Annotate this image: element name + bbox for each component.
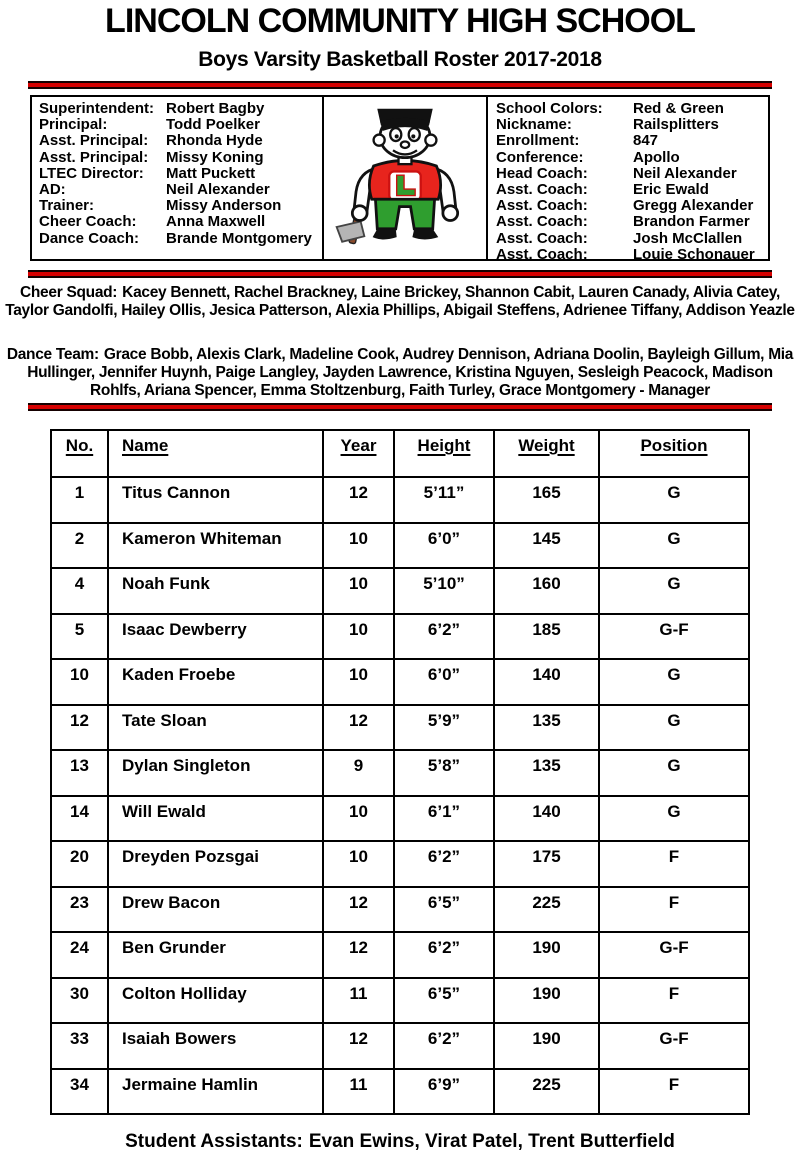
player-weight: 225: [494, 1069, 599, 1115]
player-name: Dreyden Pozsgai: [108, 841, 323, 887]
info-value: Apollo: [633, 148, 680, 166]
school-info-box: [30, 95, 770, 261]
info-value: Missy Anderson: [166, 197, 282, 215]
player-year: 9: [323, 750, 394, 796]
staff-info-row: [39, 117, 322, 133]
player-height: 6’1”: [394, 796, 494, 842]
info-value: Red & Green: [633, 100, 724, 117]
player-number: 2: [51, 523, 108, 569]
team-info-row: [496, 101, 768, 117]
player-number: 10: [51, 659, 108, 705]
team-info-row: [496, 166, 768, 182]
team-info-row: [496, 182, 768, 198]
player-number: 34: [51, 1069, 108, 1115]
player-year: 10: [323, 659, 394, 705]
dance-team-paragraph: [5, 346, 795, 400]
player-year: 10: [323, 568, 394, 614]
player-height: 5’9”: [394, 705, 494, 751]
roster-row: [51, 932, 749, 978]
info-value: Josh McClallen: [633, 229, 743, 247]
info-value: Neil Alexander: [166, 181, 270, 199]
info-label: School Colors:: [496, 100, 603, 117]
info-label: Asst. Coach:: [496, 181, 588, 199]
player-position: G: [599, 523, 749, 569]
player-position: G: [599, 477, 749, 523]
info-label: Asst. Coach:: [496, 197, 588, 215]
info-value: Missy Koning: [166, 148, 264, 166]
roster-row: [51, 887, 749, 933]
roster-row: [51, 1023, 749, 1069]
info-value: Gregg Alexander: [633, 197, 754, 215]
info-label: Asst. Principal:: [39, 148, 149, 166]
player-position: G-F: [599, 614, 749, 660]
player-year: 10: [323, 614, 394, 660]
player-position: G: [599, 568, 749, 614]
roster-row: [51, 796, 749, 842]
info-label: Asst. Coach:: [496, 229, 588, 247]
player-year: 12: [323, 477, 394, 523]
player-year: 10: [323, 841, 394, 887]
page-title: LINCOLN COMMUNITY HIGH SCHOOL: [105, 2, 695, 40]
player-weight: 135: [494, 750, 599, 796]
player-name: Tate Sloan: [108, 705, 323, 751]
railsplitter-mascot-icon: [331, 105, 479, 251]
player-name: Colton Holliday: [108, 978, 323, 1024]
roster-row: [51, 614, 749, 660]
cheer-squad-paragraph: [5, 284, 795, 320]
player-position: F: [599, 1069, 749, 1115]
info-label: Trainer:: [39, 197, 95, 215]
player-height: 6’5”: [394, 887, 494, 933]
roster-row: [51, 1069, 749, 1115]
team-info-row: [496, 150, 768, 166]
axe-head-shape: [337, 221, 365, 241]
player-name: Isaac Dewberry: [108, 614, 323, 660]
player-name: Kameron Whiteman: [108, 523, 323, 569]
header-position: Position: [599, 430, 749, 477]
player-weight: 165: [494, 477, 599, 523]
player-name: Dylan Singleton: [108, 750, 323, 796]
mascot-pants-shape: [375, 199, 434, 229]
player-number: 4: [51, 568, 108, 614]
team-info-row: [496, 231, 768, 247]
student-assistants-label: Student Assistants:: [125, 1131, 303, 1152]
player-name: Drew Bacon: [108, 887, 323, 933]
player-weight: 140: [494, 659, 599, 705]
player-height: 6’5”: [394, 978, 494, 1024]
info-label: Dance Coach:: [39, 229, 140, 247]
info-value: Brandon Farmer: [633, 213, 750, 231]
info-label: Asst. Coach:: [496, 213, 588, 231]
player-name: Will Ewald: [108, 796, 323, 842]
player-year: 11: [323, 1069, 394, 1115]
player-weight: 175: [494, 841, 599, 887]
player-height: 6’2”: [394, 841, 494, 887]
roster-row: [51, 750, 749, 796]
player-weight: 160: [494, 568, 599, 614]
player-position: G: [599, 705, 749, 751]
info-value: Louie Schonauer: [633, 245, 755, 263]
player-number: 30: [51, 978, 108, 1024]
info-value: 847: [633, 132, 659, 150]
player-name: Jermaine Hamlin: [108, 1069, 323, 1115]
player-name: Noah Funk: [108, 568, 323, 614]
staff-info-list: [32, 97, 324, 259]
staff-info-row: [39, 101, 322, 117]
staff-info-row: [39, 231, 322, 247]
staff-info-row: [39, 166, 322, 182]
info-label: Asst. Coach:: [496, 245, 588, 263]
player-position: G-F: [599, 1023, 749, 1069]
info-label: Cheer Coach:: [39, 213, 137, 231]
dance-team-label: Dance Team:: [6, 346, 99, 363]
player-position: F: [599, 841, 749, 887]
info-value: Brande Montgomery: [166, 229, 312, 247]
info-value: Matt Puckett: [166, 164, 256, 182]
player-height: 5’8”: [394, 750, 494, 796]
player-weight: 145: [494, 523, 599, 569]
roster-table: [50, 429, 750, 1115]
player-height: 6’2”: [394, 932, 494, 978]
student-assistants-names: Evan Ewins, Virat Patel, Trent Butterfield: [308, 1131, 675, 1152]
staff-info-row: [39, 150, 322, 166]
info-value: Railsplitters: [633, 116, 719, 134]
player-weight: 190: [494, 978, 599, 1024]
player-position: G: [599, 750, 749, 796]
player-number: 14: [51, 796, 108, 842]
cheer-squad-label: Cheer Squad:: [20, 284, 118, 301]
page-subtitle: Boys Varsity Basketball Roster 2017-2018: [198, 48, 602, 71]
student-assistants-line: [0, 1131, 800, 1153]
roster-row: [51, 705, 749, 751]
player-name: Isaiah Bowers: [108, 1023, 323, 1069]
player-number: 1: [51, 477, 108, 523]
player-weight: 225: [494, 887, 599, 933]
player-height: 6’9”: [394, 1069, 494, 1115]
player-position: F: [599, 887, 749, 933]
player-number: 33: [51, 1023, 108, 1069]
player-year: 12: [323, 705, 394, 751]
roster-header-row: [51, 430, 749, 477]
player-number: 13: [51, 750, 108, 796]
staff-info-row: [39, 182, 322, 198]
player-weight: 135: [494, 705, 599, 751]
info-label: Superintendent:: [39, 100, 154, 117]
info-value: Neil Alexander: [633, 164, 737, 182]
info-label: Asst. Principal:: [39, 132, 149, 150]
mascot-cell: [324, 97, 488, 259]
staff-info-row: [39, 214, 322, 230]
player-year: 12: [323, 887, 394, 933]
divider-rule-middle: [28, 270, 772, 278]
player-position: G: [599, 659, 749, 705]
team-info-list: [488, 97, 768, 263]
header-weight: Weight: [494, 430, 599, 477]
staff-info-row: [39, 198, 322, 214]
header-year: Year: [323, 430, 394, 477]
info-value: Eric Ewald: [633, 181, 709, 199]
roster-row: [51, 841, 749, 887]
dance-team-names: Grace Bobb, Alexis Clark, Madeline Cook, Audrey Dennison, Adriana Doolin, Bayleigh Gillum, Mia Hullinger, Jennifer Huynh, Paige Langley, Jayden Lawrence, Kristina Nguyen, Sesleigh Peacock, Madison Rohlfs, Ariana Spencer, Emma Stoltzenburg, Faith Turley, Grace Montgomery - Manager: [27, 346, 794, 399]
header-no: No.: [51, 430, 108, 477]
player-weight: 185: [494, 614, 599, 660]
info-label: AD:: [39, 181, 66, 199]
info-label: Principal:: [39, 116, 108, 134]
player-name: Ben Grunder: [108, 932, 323, 978]
cheer-squad-names: Kacey Bennett, Rachel Brackney, Laine Brickey, Shannon Cabit, Lauren Canady, Alivia Catey, Taylor Gandolfi, Hailey Ollis, Jesica Patterson, Alexia Phillips, Abigail Steffens, Adrienee Tiffany, Addison Yeazle: [5, 284, 795, 319]
team-info-row: [496, 247, 768, 263]
info-value: Rhonda Hyde: [166, 132, 263, 150]
player-year: 10: [323, 796, 394, 842]
info-label: LTEC Director:: [39, 164, 144, 182]
info-value: Todd Poelker: [166, 116, 260, 134]
player-number: 5: [51, 614, 108, 660]
player-number: 23: [51, 887, 108, 933]
player-year: 12: [323, 932, 394, 978]
divider-rule-top: [28, 81, 772, 89]
player-height: 5’11”: [394, 477, 494, 523]
player-height: 6’0”: [394, 659, 494, 705]
team-info-row: [496, 117, 768, 133]
info-label: Nickname:: [496, 116, 572, 134]
player-position: G-F: [599, 932, 749, 978]
player-height: 5’10”: [394, 568, 494, 614]
player-weight: 140: [494, 796, 599, 842]
player-height: 6’2”: [394, 1023, 494, 1069]
team-info-row: [496, 198, 768, 214]
roster-row: [51, 523, 749, 569]
divider-rule-bottom: [28, 403, 772, 411]
player-weight: 190: [494, 1023, 599, 1069]
player-height: 6’0”: [394, 523, 494, 569]
header-name: Name: [108, 430, 323, 477]
info-label: Conference:: [496, 148, 584, 166]
player-number: 20: [51, 841, 108, 887]
player-number: 24: [51, 932, 108, 978]
header-height: Height: [394, 430, 494, 477]
roster-row: [51, 477, 749, 523]
player-weight: 190: [494, 932, 599, 978]
info-value: Anna Maxwell: [166, 213, 266, 231]
info-label: Head Coach:: [496, 164, 588, 182]
player-year: 10: [323, 523, 394, 569]
team-info-row: [496, 133, 768, 149]
player-year: 12: [323, 1023, 394, 1069]
player-name: Titus Cannon: [108, 477, 323, 523]
player-position: G: [599, 796, 749, 842]
team-info-row: [496, 214, 768, 230]
player-position: F: [599, 978, 749, 1024]
roster-row: [51, 978, 749, 1024]
player-number: 12: [51, 705, 108, 751]
roster-row: [51, 659, 749, 705]
roster-row: [51, 568, 749, 614]
player-height: 6’2”: [394, 614, 494, 660]
info-label: Enrollment:: [496, 132, 580, 150]
player-year: 11: [323, 978, 394, 1024]
player-name: Kaden Froebe: [108, 659, 323, 705]
info-value: Robert Bagby: [166, 100, 265, 117]
staff-info-row: [39, 133, 322, 149]
